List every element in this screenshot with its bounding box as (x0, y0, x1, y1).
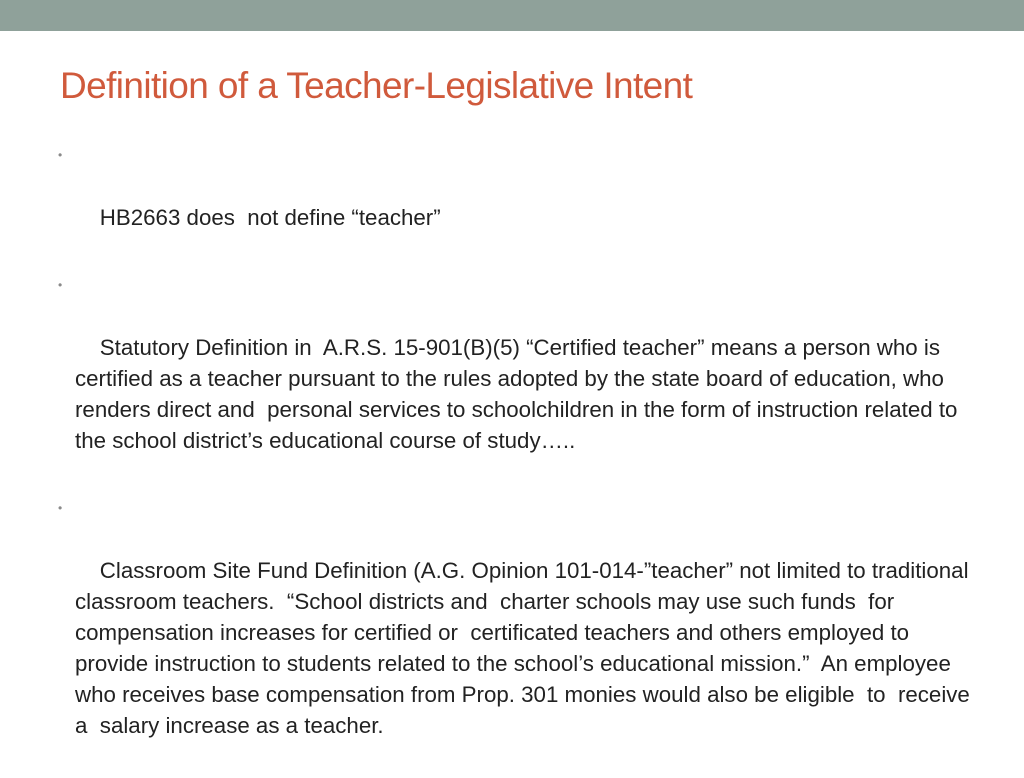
bullet-dot-icon: • (58, 148, 63, 162)
top-accent-bar (0, 0, 1024, 31)
bullet-text: HB2663 does not define “teacher” (99, 205, 441, 230)
bullet-dot-icon: • (58, 278, 63, 292)
bullet-item (56, 270, 976, 487)
bullet-item (56, 140, 976, 264)
bullet-item (56, 493, 976, 772)
bullet-text: Statutory Definition in A.R.S. 15-901(B)(5) “Certified teacher” means a person who is certified as a teacher pursuant to the rules adopted by the state board of education, who renders direct and personal services to schoolchildren in the form of instruction related to the school district’s educational course of study….. (75, 335, 964, 453)
slide-title: Definition of a Teacher-Legislative Intent (60, 65, 693, 106)
bullet-text: Classroom Site Fund Definition (A.G. Opinion 101-014-”teacher” not limited to traditional classroom teachers. “School districts and charter schools may use such funds for compensation increases for certified or certificated teachers and others employed to provide instruction to students related to the school’s educational mission.” An employee who receives base compensation from Prop. 301 monies would also be eligible to receive a salary increase as a teacher. (75, 558, 977, 738)
bullet-dot-icon: • (58, 501, 63, 515)
bullet-list (56, 140, 976, 778)
